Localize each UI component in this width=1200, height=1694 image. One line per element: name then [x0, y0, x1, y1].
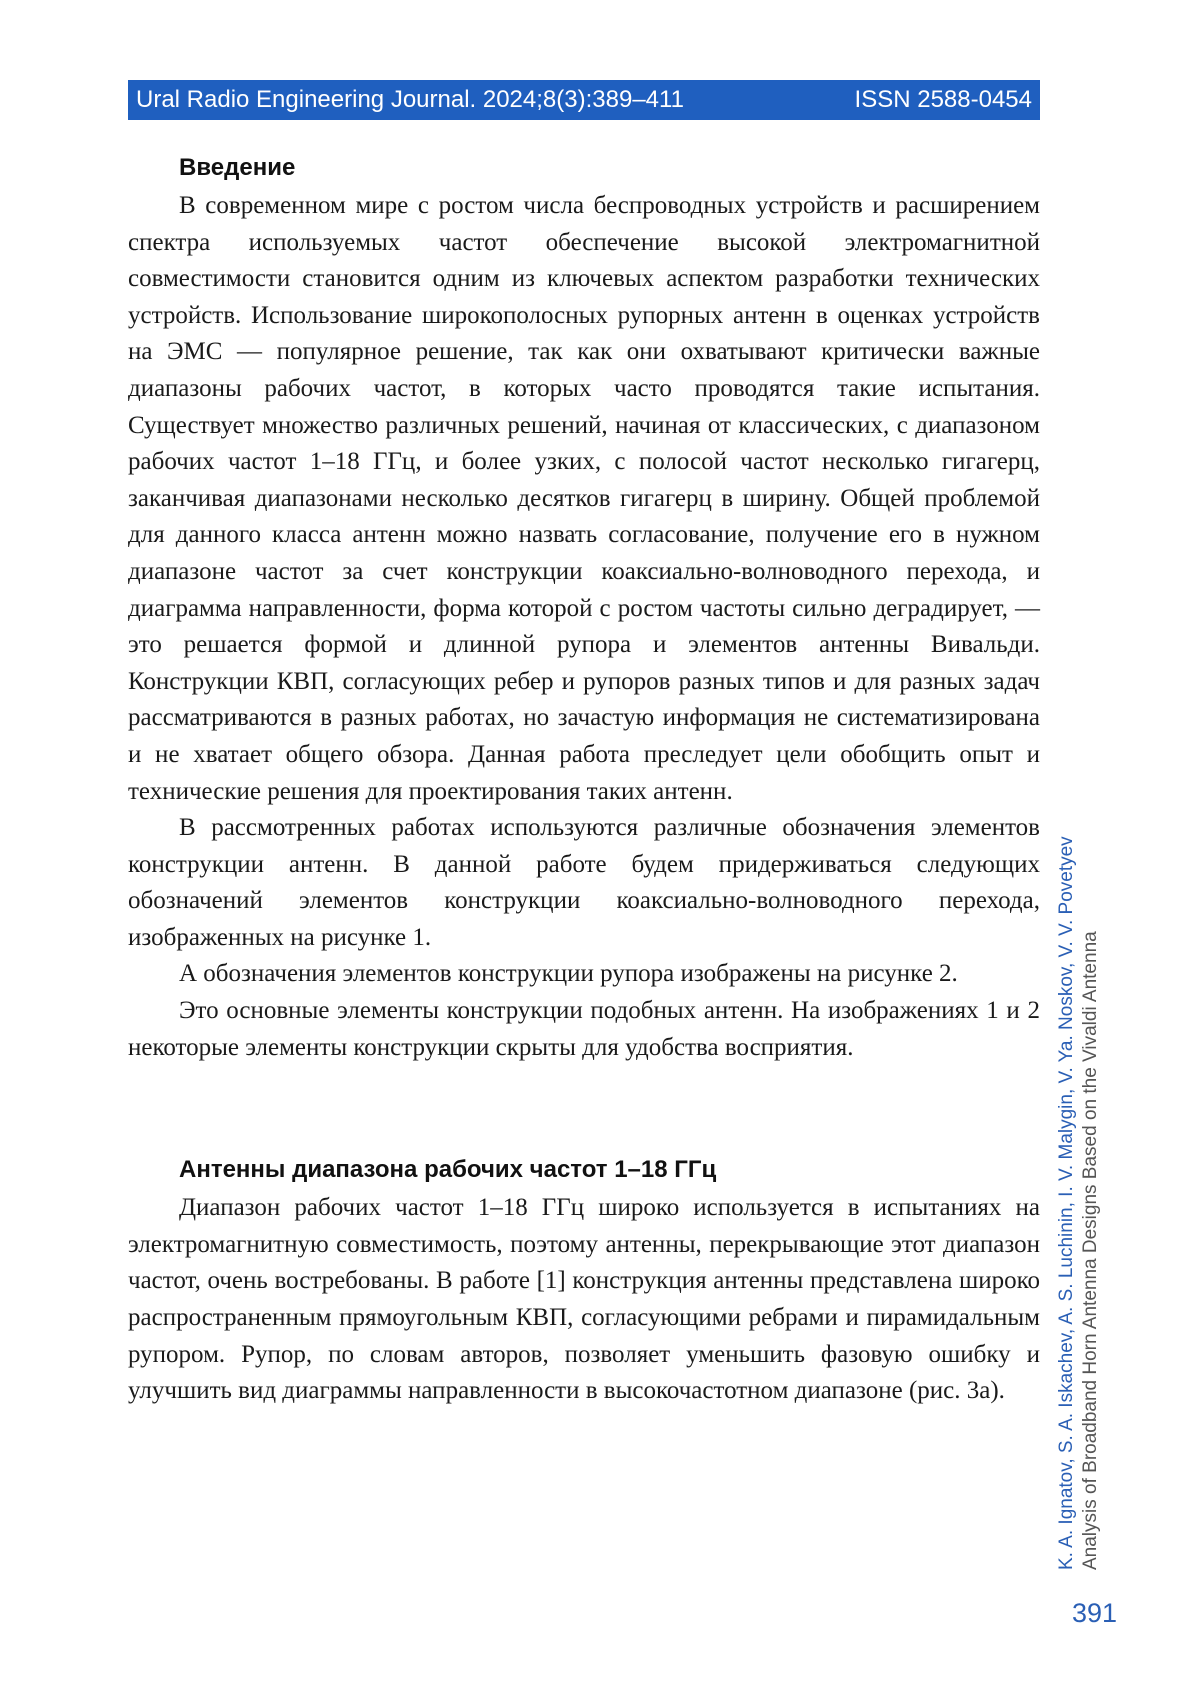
section-heading-introduction: Введение [128, 148, 1040, 188]
intro-paragraph-3: А обозначения элементов конструкции рупора изображены на рисунке 2. [128, 956, 1040, 993]
journal-issn: ISSN 2588-0454 [855, 86, 1032, 114]
section-heading-antennas-1-18: Антенны диапазона рабочих частот 1–18 ГГц [128, 1150, 1040, 1190]
intro-paragraph-2: В рассмотренных работах используются различные обозначения эле­ментов конструкции антенн. В данной работе будем придерживаться сле­дующих обозначений элементов конструкции коаксиально-волноводного перехода, изображенных на рисунке 1. [128, 810, 1040, 956]
section-spacer [128, 1066, 1040, 1150]
side-article-title: Analysis of Broadband Horn Antenna Designs Based on the Vivaldi Antenna [1079, 795, 1103, 1570]
side-authors: K. A. Ignatov, S. A. Iskachev, A. S. Luchinin, I. V. Malygin, V. Ya. Noskov, V. V. Povetyev [1055, 795, 1079, 1570]
intro-paragraph-4: Это основные элементы конструкции подобных антенн. На изобра­жениях 1 и 2 некоторые элементы конструкции скрыты для удобства вос­приятия. [128, 993, 1040, 1066]
journal-header-bar [128, 80, 1040, 120]
antennas-paragraph-1: Диапазон рабочих частот 1–18 ГГц широко используется в испытаниях на электромагнитную совместимость, поэтому антенны, перекрывающие этот диапазон частот, очень востребованы. В работе [1] конструкция ан­тенны представлена широко распространенным прямоугольным КВП, согласующими ребрами и пирамидальным рупором. Рупор, по словам ав­торов, позволяет уменьшить фазовую ошибку и улучшить вид диаграммы направленности в высокочастотном диапазоне (рис. 3а). [128, 1190, 1040, 1410]
journal-citation: Ural Radio Engineering Journal. 2024;8(3):389–411 [136, 86, 684, 114]
side-running-title [1055, 795, 1103, 1570]
article-body [128, 148, 1040, 1410]
page-number: 391 [1072, 1598, 1117, 1629]
intro-paragraph-1: В современном мире с ростом числа беспроводных устройств и рас­ширением спектра используемых частот обеспечение высокой электро­магнитной совместимости становится одним из ключевых аспектом разра­ботки технических устройств. Использование широкополосных рупорных антенн в оценках устройств на ЭМС — популярное решение, так как они охватывают критически важные диапазоны рабочих частот, в которых часто проводятся такие испытания. Существует множество различных решений, начиная от классических, с диапазоном рабочих частот 1–18 ГГц, и более узких, с полосой частот несколько гигагерц, заканчивая диапазона­ми несколько десятков гигагерц в ширину. Общей проблемой для данного класса антенн можно назвать согласование, получение его в нужном диа­пазоне частот за счет конструкции коаксиально-волноводного перехода, и диаграмма направленности, форма которой с ростом частоты сильно деградирует, — это решается формой и длинной рупора и элементов ан­тенны Вивальди. Конструкции КВП, согласующих ребер и рупоров разных типов и для разных задач рассматриваются в разных работах, но зачастую информация не систематизирована и не хватает общего обзора. Данная работа преследует цели обобщить опыт и технические решения для про­ектирования таких антенн. [128, 188, 1040, 810]
